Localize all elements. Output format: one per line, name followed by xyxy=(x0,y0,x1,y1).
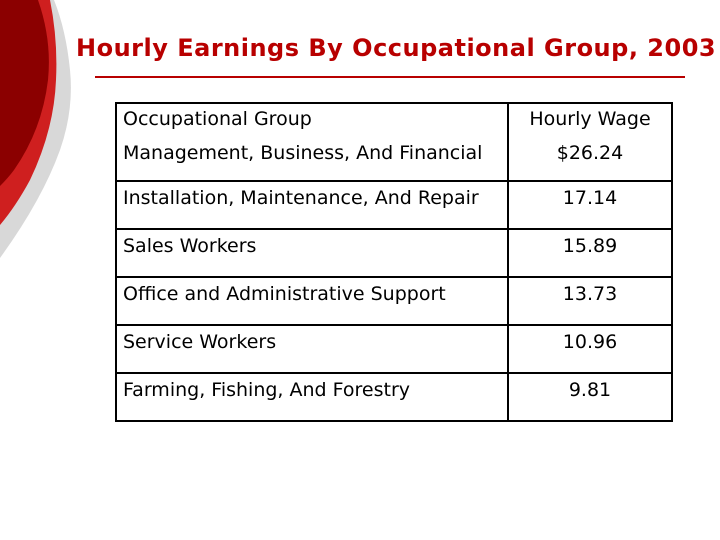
table-row xyxy=(116,229,672,277)
occupational-group-cell: Farming, Fishing, And Forestry xyxy=(116,373,508,421)
occupational-group-cell: Installation, Maintenance, And Repair xyxy=(116,181,508,229)
slide-title: Hourly Earnings By Occupational Group, 2003 xyxy=(76,34,717,62)
table-row xyxy=(116,181,672,229)
table-row xyxy=(116,140,672,181)
table-row xyxy=(116,325,672,373)
hourly-wage-cell: 13.73 xyxy=(508,277,672,325)
column-header-hourly-wage: Hourly Wage xyxy=(508,103,672,140)
occupational-group-cell: Office and Administrative Support xyxy=(116,277,508,325)
hourly-wage-cell: 10.96 xyxy=(508,325,672,373)
hourly-wage-cell: $26.24 xyxy=(508,140,672,181)
hourly-wage-cell: 17.14 xyxy=(508,181,672,229)
title-underline xyxy=(95,76,685,78)
hourly-earnings-table xyxy=(115,102,673,422)
occupational-group-cell: Management, Business, And Financial xyxy=(116,140,508,181)
occupational-group-cell: Sales Workers xyxy=(116,229,508,277)
table-row xyxy=(116,373,672,421)
occupational-group-cell: Service Workers xyxy=(116,325,508,373)
table-row xyxy=(116,277,672,325)
column-header-occupational-group: Occupational Group xyxy=(116,103,508,140)
table-header-row xyxy=(116,103,672,140)
hourly-wage-cell: 15.89 xyxy=(508,229,672,277)
hourly-wage-cell: 9.81 xyxy=(508,373,672,421)
